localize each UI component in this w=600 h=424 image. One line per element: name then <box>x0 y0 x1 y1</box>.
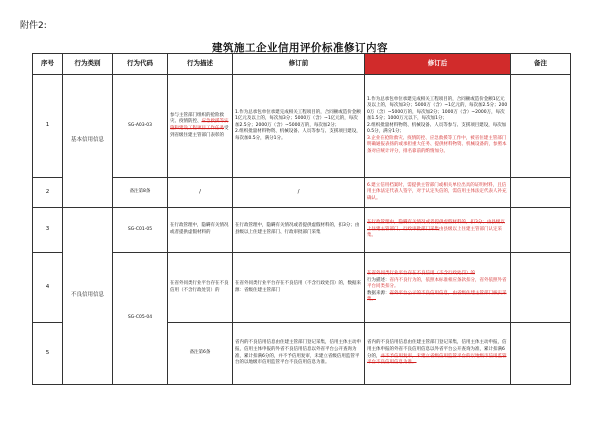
row-before: / <box>233 178 365 208</box>
row-number: 1 <box>33 75 63 178</box>
header-remarks: 备注 <box>511 54 571 75</box>
row-code: SG-C01-05 <box>113 208 168 253</box>
header-before: 修订前 <box>233 54 365 75</box>
annex-label: 附件2: <box>20 21 47 31</box>
table-row <box>33 178 571 208</box>
header-code: 行为代码 <box>113 54 168 75</box>
row-after: 省内的不良信用信息由住建主管部门登记采集，信用主体主动申报，信用主体申报的外省不良信用信息以外省平台公开查询为准，累计扣满6分的，并不予信用复审，未建立省级信用监管平台的以地级市信用监管平台不良信用信息为准。 <box>365 323 511 385</box>
row-before: 在行政管理中，隐瞒有关情况或者提供虚假材料的，扣3分；由县级以上住建主管部门、行政审批部门采集 <box>233 208 365 253</box>
row-remarks <box>511 75 571 178</box>
row-remarks <box>511 178 571 208</box>
row-before: 1.作为总承包单位承建完成相关工程项目的，合同额或造价金额1亿元及以上的，每次加3分；5000万（含）~1亿元的，每次加2.5分；2000万（含）~5000万的，每次加2分； 2.组织批量材料物资、机械设备、人员等参与、支援项目建设，每次加0.5分，满分1分。 <box>233 75 365 178</box>
row-code: SG-C05-04 <box>113 253 168 385</box>
row-description: 在省外同类行业平台存在不良信用（不含行政处罚）的 <box>168 253 233 323</box>
category-bad: 不良信用信息 <box>63 208 113 385</box>
row-after: 1.作为总承包单位承建完成相关工程项目的，合同额或造价金额1亿元及以上的，每次加3分；5000万（含）~1亿元的，每次加2.5分；2000万（含）~5000万的，每次加2分；1000万（含）~2000万，每次加1.5分；1000万元以下，每次加1分； 2.组织批量材料物资、机械设备、人员等参与、支援项目建设，每次加0.5分，满分1分； 3.企业在抢险救灾、疫情防控、应急救援等工作中，被省住建主管部门明确通报表扬的或承担重大任务、提供材料物资、机械设备的，参照本条对应统计评分，排名靠前的酌情加分。 <box>365 75 511 178</box>
row-before: 在省外同类行业平台存在不良信用（不含行政处罚）的，数据来源：省级住建主管部门 <box>233 253 365 323</box>
revision-table <box>32 53 571 385</box>
row-code: 备注第8条 <box>113 178 168 208</box>
row-number: 2 <box>33 178 63 208</box>
row-number: 4 <box>33 253 63 323</box>
row-description: 在行政管理中，隐瞒有关情况或者提供虚假材料的 <box>168 208 233 253</box>
table-row <box>33 253 571 323</box>
header-after: 修订后 <box>365 54 511 75</box>
row-number: 3 <box>33 208 63 253</box>
row-remarks <box>511 208 571 253</box>
header-description: 行为描述 <box>168 54 233 75</box>
row-after: 在省外同类行业平台存在不良信用（不含行政处罚）的 行为描述：省内不良行为的，依照本标准相应条款扣分，省外依照外省平台同类扣分。 数据来源：省外平台公示的不良信用信息，由省级住建主管部门核实采集。 <box>365 253 511 323</box>
header-no: 序号 <box>33 54 63 75</box>
document-title: 建筑施工企业信用评价标准修订内容 <box>212 42 388 54</box>
table-row <box>33 208 571 253</box>
header-category: 行为类别 <box>63 54 113 75</box>
row-description: 备注第6条 <box>168 323 233 385</box>
row-after: 6.建立信用档案时，需提供主管部门或相关单位出具的证明材料，且信用主体法定代表人签字，对于认定失信的，需信用主体法定代表人补充确认。 <box>365 178 511 208</box>
row-description: / <box>168 178 233 208</box>
row-number: 5 <box>33 323 63 385</box>
category-basic: 基本信用信息 <box>63 75 113 208</box>
row-code: SG-A03-03 <box>113 75 168 178</box>
row-before: 省内的不良信用信息由住建主管部门登记采集，信用主体主动申报，信用主体申报的外省不良信用信息以外省平台公开查询为准，累计扣满6分的，并不予信用复审，未建立省级信用监管平台的以地级市信用监管平台不良信用信息为准。 <box>233 323 365 385</box>
table-row <box>33 75 571 178</box>
row-remarks <box>511 323 571 385</box>
row-after: 在行政管理中，隐瞒有关情况或者提供虚假材料的，扣3分；由县级以上住建主管部门、行政审批部门采集由县级以上住建主管部门认定采集。 <box>365 208 511 253</box>
row-description: 参与主管部门组织的抢险救灾、疫情防控、应急救援等实施和建设工程项目工作任务受到省级住建主管部门表彰的 <box>168 75 233 178</box>
row-remarks <box>511 253 571 323</box>
table-header-row <box>33 54 571 75</box>
